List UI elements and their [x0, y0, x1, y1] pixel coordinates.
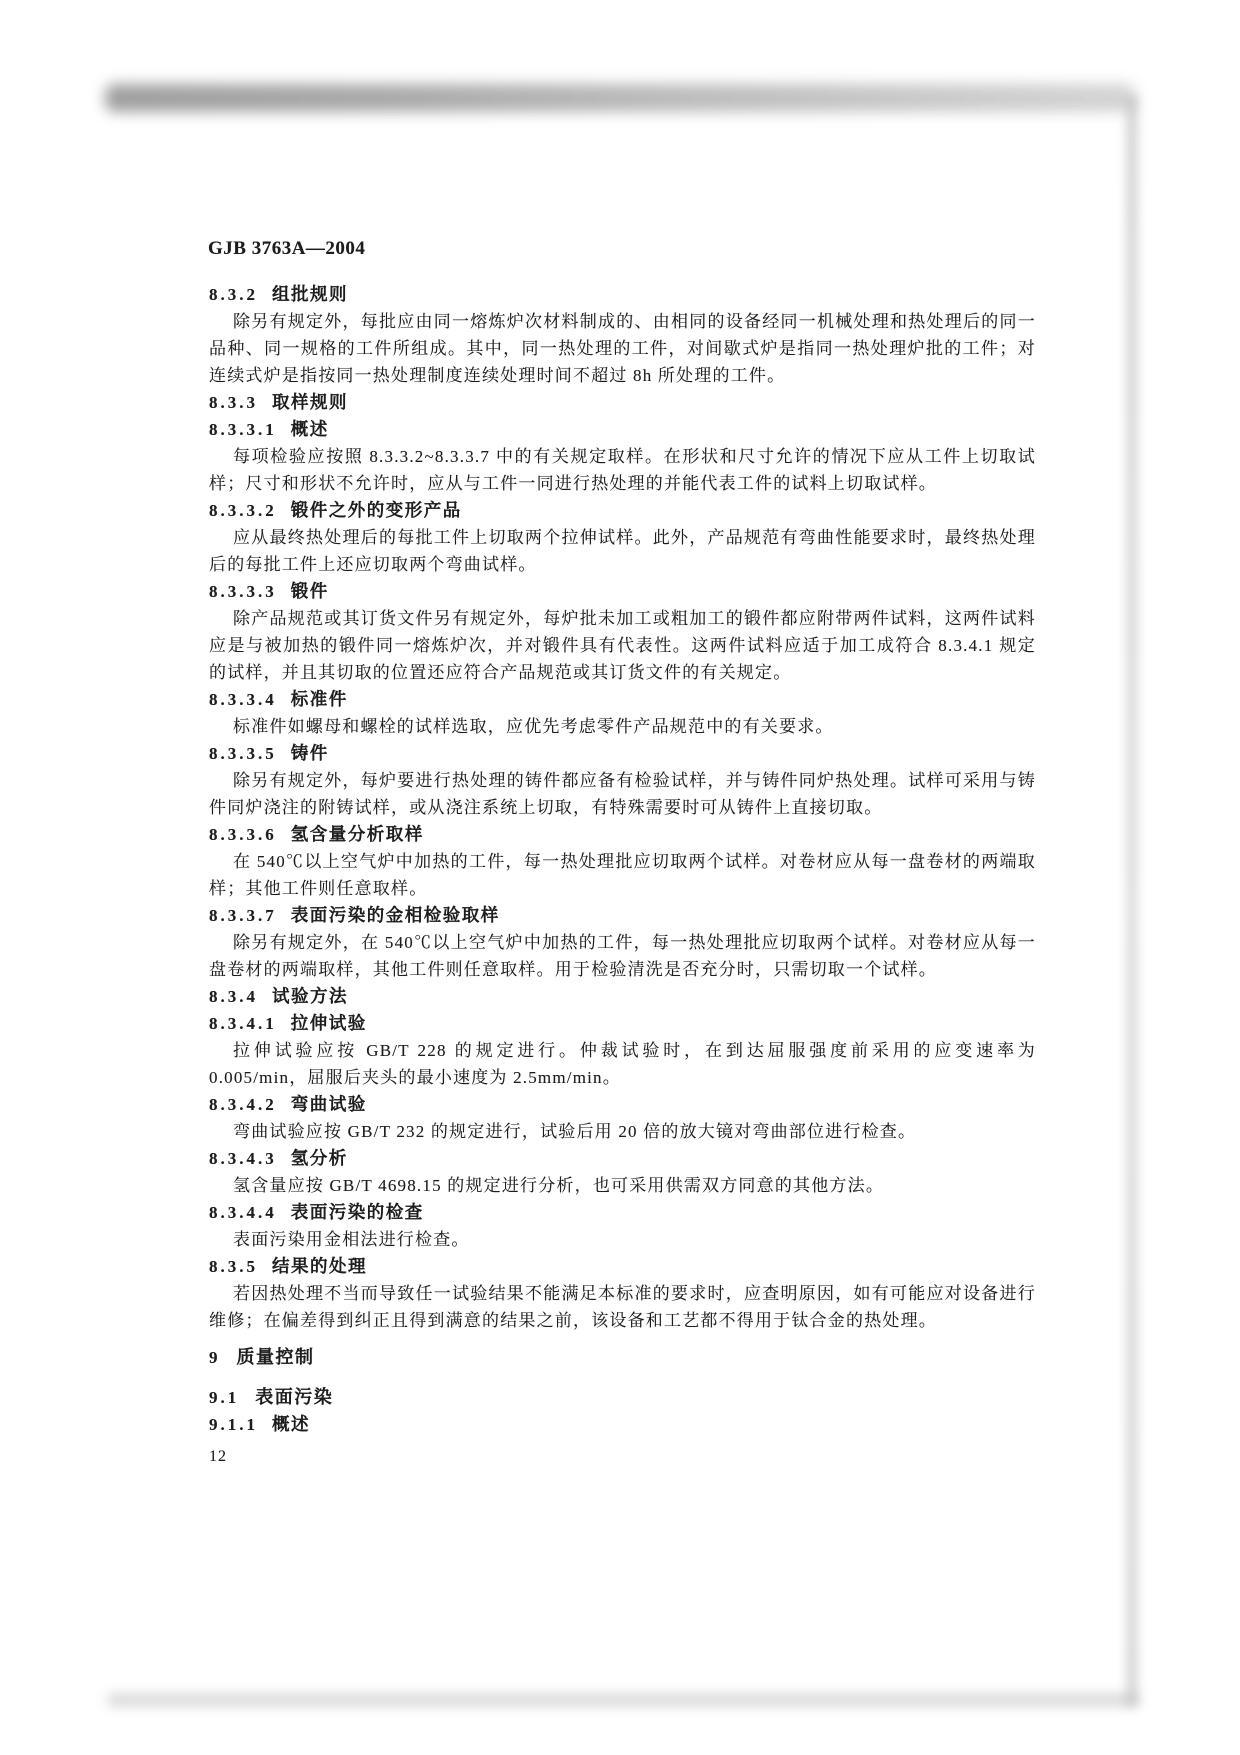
- section-title: 概述: [290, 419, 329, 439]
- section-heading-8-3-3-5: [209, 740, 1036, 767]
- section-number: 8.3.5: [209, 1257, 258, 1276]
- section-heading-8-3-2: [209, 281, 1036, 308]
- section-heading-9: [209, 1344, 1036, 1371]
- document-body: [209, 281, 1036, 1438]
- section-title: 表面污染: [255, 1387, 334, 1407]
- section-title: 试验方法: [272, 986, 348, 1006]
- section-title: 表面污染的金相检验取样: [290, 905, 500, 925]
- section-heading-8-3-3-6: [209, 821, 1036, 848]
- section-heading-8-3-3-3: [209, 578, 1036, 605]
- section-title: 取样规则: [272, 392, 348, 412]
- section-title: 组批规则: [272, 284, 348, 304]
- section-title: 拉伸试验: [290, 1013, 367, 1033]
- section-title: 锻件: [290, 581, 329, 601]
- section-number: 8.3.3.6: [209, 825, 277, 844]
- paragraph: 拉伸试验应按 GB/T 228 的规定进行。仲裁试验时，在到达屈服强度前采用的应变速率为 0.005/min，屈服后夹头的最小速度为 2.5mm/min。: [209, 1041, 1036, 1087]
- section-number: 8.3.2: [209, 285, 258, 304]
- section-number: 8.3.3.5: [209, 744, 277, 763]
- section-number: 8.3.4: [209, 987, 258, 1006]
- section-title: 氢含量分析取样: [290, 824, 424, 844]
- paragraph: 除另有规定外，每批应由同一熔炼炉次材料制成的、由相同的设备经同一机械处理和热处理后的同一品种、同一规格的工件所组成。其中，同一热处理的工件，对间歇式炉是指同一热处理炉批的工件；对连续式炉是指按同一热处理制度连续处理时间不超过 8h 所处理的工件。: [209, 312, 1036, 385]
- section-title: 表面污染的检查: [290, 1202, 424, 1222]
- section-number: 9: [209, 1348, 221, 1367]
- section-number: 8.3.4.2: [209, 1095, 277, 1114]
- section-heading-8-3-3-7: [209, 902, 1036, 929]
- paragraph: 应从最终热处理后的每批工件上切取两个拉伸试样。此外，产品规范有弯曲性能要求时，最终热处理后的每批工件上还应切取两个弯曲试样。: [209, 528, 1036, 574]
- section-number: 9.1.1: [209, 1415, 258, 1434]
- section-title: 质量控制: [236, 1347, 315, 1367]
- section-heading-8-3-4: [209, 983, 1036, 1010]
- paragraph: 除另有规定外，每炉要进行热处理的铸件都应备有检验试样，并与铸件同炉热处理。试样可采用与铸件同炉浇注的附铸试样，或从浇注系统上切取，有特殊需要时可从铸件上直接切取。: [209, 771, 1036, 817]
- paragraph: 表面污染用金相法进行检查。: [233, 1230, 470, 1249]
- section-number: 8.3.3.2: [209, 501, 277, 520]
- paragraph: 标准件如螺母和螺栓的试样选取，应优先考虑零件产品规范中的有关要求。: [233, 717, 834, 736]
- section-heading-8-3-5: [209, 1253, 1036, 1280]
- section-number: 8.3.4.1: [209, 1014, 277, 1033]
- section-title: 结果的处理: [272, 1256, 367, 1276]
- section-number: 8.3.3.4: [209, 690, 277, 709]
- section-number: 9.1: [209, 1388, 240, 1407]
- section-title: 铸件: [290, 743, 329, 763]
- paragraph: 除另有规定外，在 540℃以上空气炉中加热的工件，每一热处理批应切取两个试样。对卷材应从每一盘卷材的两端取样，其他工件则任意取样。用于检验清洗是否充分时，只需切取一个试样。: [209, 933, 1036, 979]
- section-title: 锻件之外的变形产品: [290, 500, 462, 520]
- section-number: 8.3.3.1: [209, 420, 277, 439]
- scan-shadow-bottom: [108, 1694, 1138, 1706]
- scan-shadow-top: [105, 84, 1135, 112]
- scan-shadow-right: [1126, 96, 1138, 1706]
- section-heading-8-3-3: [209, 389, 1036, 416]
- page-number: 12: [209, 1448, 227, 1465]
- section-heading-8-3-4-4: [209, 1199, 1036, 1226]
- section-number: 8.3.4.4: [209, 1203, 277, 1222]
- section-heading-8-3-4-2: [209, 1091, 1036, 1118]
- section-number: 8.3.3.7: [209, 906, 277, 925]
- section-number: 8.3.4.3: [209, 1149, 277, 1168]
- section-heading-9-1: [209, 1384, 1036, 1411]
- section-heading-8-3-4-3: [209, 1145, 1036, 1172]
- section-heading-8-3-3-4: [209, 686, 1036, 713]
- section-number: 8.3.3.3: [209, 582, 277, 601]
- section-number: 8.3.3: [209, 393, 258, 412]
- section-title: 标准件: [290, 689, 348, 709]
- paragraph: 弯曲试验应按 GB/T 232 的规定进行，试验后用 20 倍的放大镜对弯曲部位进行检查。: [233, 1122, 917, 1141]
- section-title: 氢分析: [290, 1148, 348, 1168]
- paragraph: 氢含量应按 GB/T 4698.15 的规定进行分析，也可采用供需双方同意的其他方法。: [233, 1176, 885, 1195]
- section-heading-9-1-1: [209, 1411, 1036, 1438]
- paragraph: 若因热处理不当而导致任一试验结果不能满足本标准的要求时，应查明原因，如有可能应对设备进行维修；在偏差得到纠正且得到满意的结果之前，该设备和工艺都不得用于钛合金的热处理。: [209, 1284, 1036, 1330]
- section-heading-8-3-3-1: [209, 416, 1036, 443]
- paragraph: 在 540℃以上空气炉中加热的工件，每一热处理批应切取两个试样。对卷材应从每一盘卷材的两端取样；其他工件则任意取样。: [209, 852, 1036, 898]
- section-heading-8-3-3-2: [209, 497, 1036, 524]
- paragraph: 每项检验应按照 8.3.3.2~8.3.3.7 中的有关规定取样。在形状和尺寸允许的情况下应从工件上切取试样；尺寸和形状不允许时，应从与工件一同进行热处理的并能代表工件的试料上切取试样。: [209, 447, 1036, 493]
- section-heading-8-3-4-1: [209, 1010, 1036, 1037]
- standard-number: GJB 3763A—2004: [208, 238, 366, 259]
- section-title: 弯曲试验: [290, 1094, 367, 1114]
- section-title: 概述: [272, 1414, 310, 1434]
- paragraph: 除产品规范或其订货文件另有规定外，每炉批未加工或粗加工的锻件都应附带两件试料，这两件试料应是与被加热的锻件同一熔炼炉次，并对锻件具有代表性。这两件试料应适于加工成符合 8.3.4.1 规定的试样，并且其切取的位置还应符合产品规范或其订货文件的有关规定。: [209, 609, 1036, 682]
